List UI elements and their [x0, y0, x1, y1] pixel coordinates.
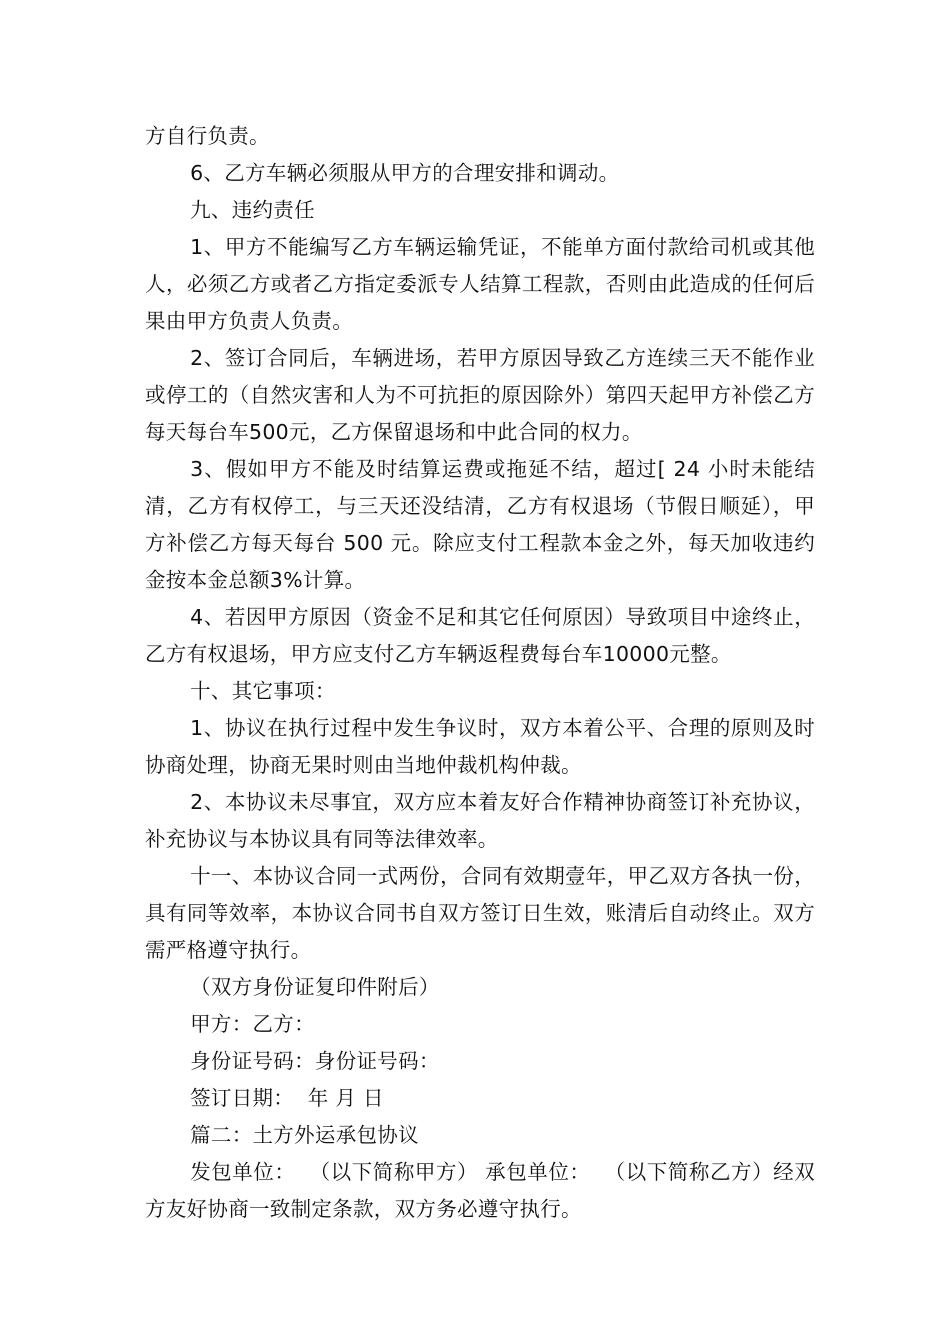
paragraph-other-2: 2、本协议未尽事宜，双方应本着友好合作精神协商签订补充协议，补充协议与本协议具有同等法律效率。: [145, 790, 815, 851]
signature-date-line: 签订日期： 年 月 日: [190, 1086, 384, 1110]
signature-id-line: 身份证号码：身份证号码：: [190, 1049, 440, 1073]
paragraph-breach-3: 3、假如甲方不能及时结算运费或拖延不结，超过[ 24 小时未能结清，乙方有权停工，与三天还没结清，乙方有权退场（节假日顺延），甲方补偿乙方每天每台 500 元。除应支付工程款本金之外，每天加收违约金按本金总额3%计算。: [145, 457, 815, 592]
chapter-heading: 篇二：土方外运承包协议: [190, 1123, 419, 1147]
paragraph-id-copy-note: （双方身份证复印件附后）: [190, 975, 440, 999]
paragraph-clause-11: 十一、本协议合同一式两份，合同有效期壹年，甲乙双方各执一份，具有同等效率，本协议合同书自双方签订日生效，账清后自动终止。双方需严格遵守执行。: [145, 864, 815, 962]
signature-parties-line: 甲方：乙方：: [190, 1012, 315, 1036]
section-heading-other: 十、其它事项：: [190, 679, 336, 703]
document-body: [145, 118, 815, 1228]
paragraph-breach-2: 2、签订合同后，车辆进场，若甲方原因导致乙方连续三天不能作业或停工的（自然灾害和人为不可抗拒的原因除外）第四天起甲方补偿乙方每天每台车500元，乙方保留退场和中此合同的权力。: [145, 346, 815, 444]
section-heading-breach: 九、违约责任: [190, 198, 315, 222]
paragraph-parties: 发包单位： （以下简称甲方） 承包单位： （以下简称乙方）经双方友好协商一致制定条款，双方务必遵守执行。: [145, 1160, 815, 1221]
paragraph-other-1: 1、协议在执行过程中发生争议时，双方本着公平、合理的原则及时协商处理，协商无果时则由当地仲裁机构仲裁。: [145, 716, 815, 777]
paragraph-breach-1: 1、甲方不能编写乙方车辆运输凭证，不能单方面付款给司机或其他人，必须乙方或者乙方指定委派专人结算工程款，否则由此造成的任何后果由甲方负责人负责。: [145, 235, 815, 333]
paragraph-breach-4: 4、若因甲方原因（资金不足和其它任何原因）导致项目中途终止，乙方有权退场，甲方应支付乙方车辆返程费每台车10000元整。: [145, 605, 815, 666]
paragraph-continuation: 方自行负责。: [145, 124, 270, 148]
paragraph-clause-6: 6、乙方车辆必须服从甲方的合理安排和调动。: [190, 161, 620, 185]
